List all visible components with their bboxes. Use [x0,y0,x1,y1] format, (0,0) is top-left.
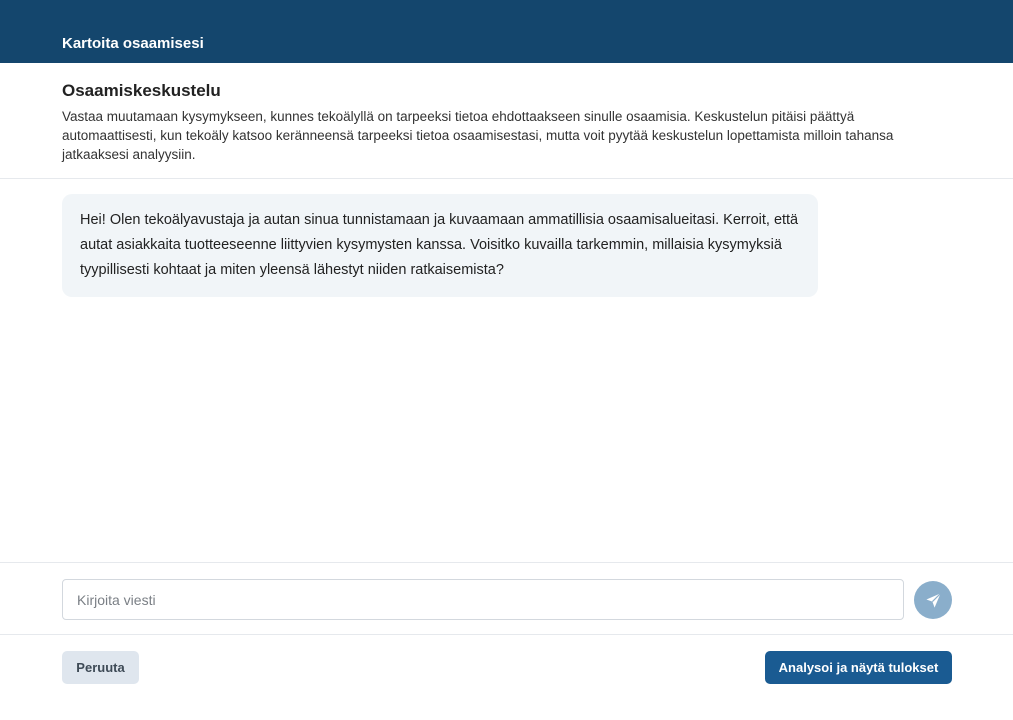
assistant-message: Hei! Olen tekoälyavustaja ja autan sinua tunnistamaan ja kuvaamaan ammatillisia osaamisalueitasi. Kerroit, että autat asiakkaita tuotteeseenne liittyvien kysymysten kanssa. Voisitko kuvailla tarkemmin, millaisia kysymyksiä tyypillisesti kohtaat ja miten yleensä lähestyt niiden ratkaisemista? [62,194,818,297]
intro-section [0,63,1013,179]
top-header [0,0,1013,63]
page-title: Osaamiskeskustelu [62,81,221,100]
message-composer [0,562,1013,635]
send-button[interactable] [914,581,952,619]
page-description: Vastaa muutamaan kysymykseen, kunnes tekoälyllä on tarpeeksi tietoa ehdottaakseen sinulle osaamisia. Keskustelun pitäisi päättyä automaattisesti, kun tekoäly katsoo keränneensä tarpeeksi tietoa osaamisestasi, mutta voit pyytää keskustelun lopettamista milloin tahansa jatkaaksesi analyysiin. [62,109,894,162]
cancel-button[interactable]: Peruuta [62,651,139,684]
app-title: Kartoita osaamisesi [62,35,204,52]
action-footer [0,635,1013,720]
send-icon [925,592,942,609]
message-input[interactable] [62,579,904,620]
analyze-results-button[interactable]: Analysoi ja näytä tulokset [765,651,952,684]
chat-area[interactable] [0,179,1013,562]
